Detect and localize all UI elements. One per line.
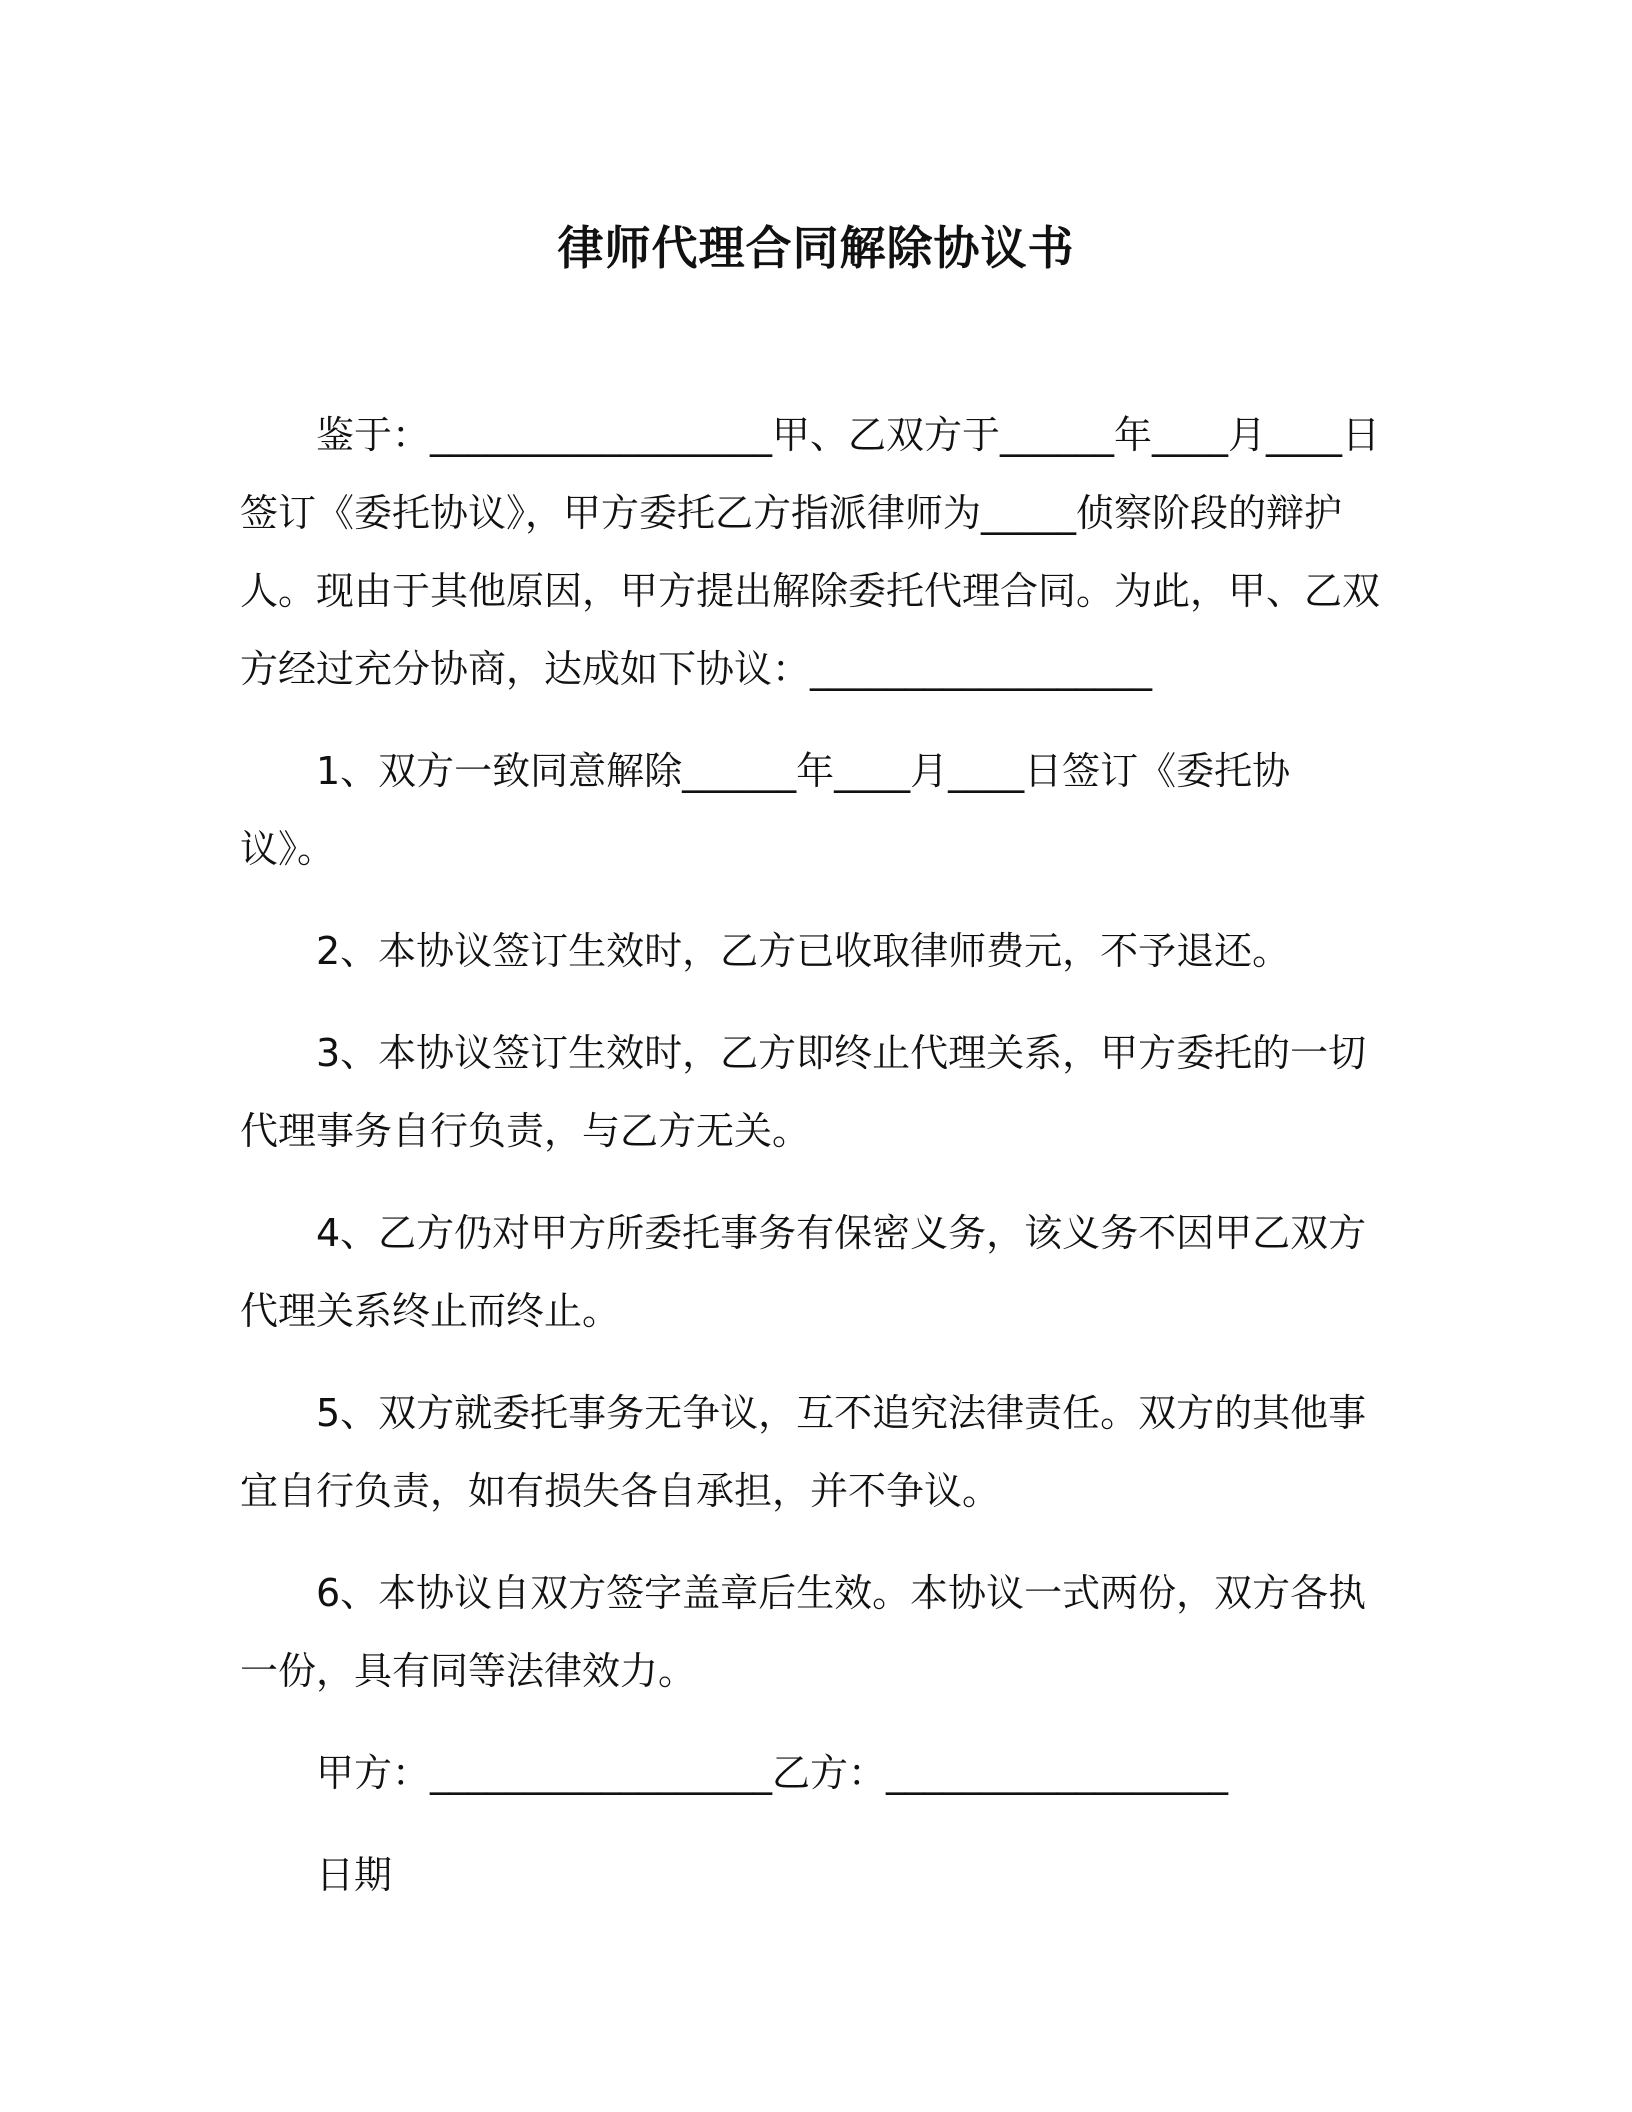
document-title: 律师代理合同解除协议书 [557, 221, 1075, 275]
paragraph-clause-1: 1、双方一致同意解除______年____月____日签订《委托协议》。 [240, 749, 1291, 871]
document-body [240, 396, 1380, 1914]
paragraph-clause-6: 6、本协议自双方签字盖章后生效。本协议一式两份，双方各执一份，具有同等法律效力。 [240, 1571, 1367, 1693]
paragraph-preamble: 鉴于：__________________甲、乙双方于______年____月____日签订《委托协议》，甲方委托乙方指派律师为_____侦察阶段的辩护人。现由于其他原因，甲方提出解除委托代理合同。为此，甲、乙双方经过充分协商，达成如下协议：__________________ [240, 413, 1381, 691]
signature-line: 甲方：__________________乙方：__________________ [316, 1751, 1229, 1795]
paragraph-clause-2: 2、本协议签订生效时，乙方已收取律师费元，不予退还。 [316, 929, 1291, 973]
paragraph-clause-4: 4、乙方仍对甲方所委托事务有保密义务，该义务不因甲乙双方代理关系终止而终止。 [240, 1211, 1367, 1333]
date-label: 日期 [316, 1853, 393, 1897]
paragraph-clause-5: 5、双方就委托事务无争议，互不追究法律责任。双方的其他事宜自行负责，如有损失各自承担，并不争议。 [240, 1391, 1367, 1513]
paragraph-clause-3: 3、本协议签订生效时，乙方即终止代理关系，甲方委托的一切代理事务自行负责，与乙方无关。 [240, 1031, 1367, 1153]
